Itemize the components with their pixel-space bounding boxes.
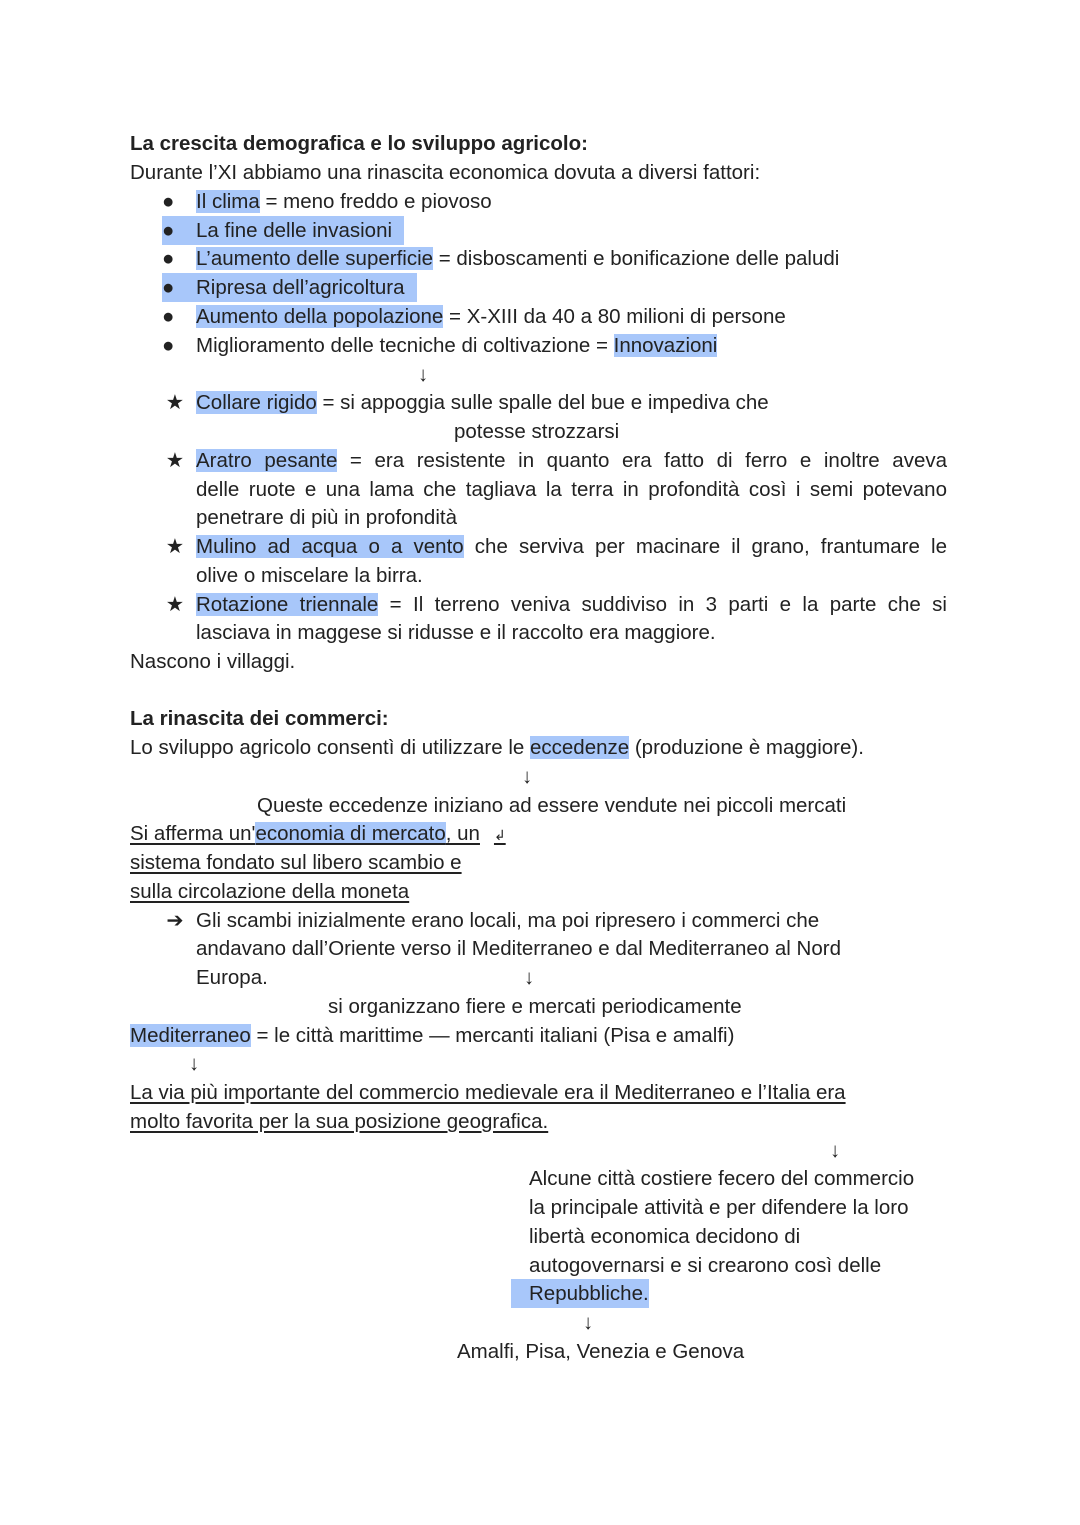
star-icon: ★	[165, 391, 185, 414]
down-arrow-icon: ↓	[830, 1139, 841, 1162]
paragraph: Repubbliche.	[511, 1279, 649, 1308]
down-arrow-icon: ↓	[418, 363, 429, 386]
star-icon: ★	[165, 593, 185, 616]
bullet-icon: ●	[162, 190, 175, 213]
section-title: La crescita demografica e lo sviluppo agricolo:	[130, 132, 588, 155]
paragraph: sulla circolazione della moneta	[130, 880, 410, 903]
list-item-continuation: penetrare di più in profondità	[196, 506, 457, 529]
list-item-continuation: lasciava in maggese si ridusse e il raccolto era maggiore.	[196, 621, 716, 644]
paragraph: Mediterraneo = le città marittime — mercanti italiani (Pisa e amalfi)	[130, 1024, 735, 1047]
down-arrow-icon: ↓	[583, 1311, 594, 1334]
list-item: ● Miglioramento delle tecniche di coltivazione = Innovazioni	[162, 331, 717, 360]
list-item: Collare rigido = si appoggia sulle spalle del bue e impediva che	[196, 391, 769, 414]
list-item-continuation: delle ruote e una lama che tagliava la terra in profondità così i semi potevano	[196, 478, 947, 501]
paragraph: autogovernarsi e si crearono così delle	[529, 1254, 882, 1277]
bullet-icon: ●	[162, 247, 175, 270]
list-item: ● Aumento della popolazione = X-XIII da 40 a 80 milioni di persone	[162, 302, 786, 331]
paragraph: La via più importante del commercio medievale era il Mediterraneo e l’Italia era	[130, 1081, 846, 1104]
arrow-bullet-icon: ➔	[166, 909, 184, 932]
list-item-continuation: olive o miscelare la birra.	[196, 564, 423, 587]
star-icon: ★	[165, 535, 185, 558]
section-title: La rinascita dei commerci:	[130, 707, 389, 730]
list-item: ● L’aumento delle superficie = disboscamenti e bonificazione delle paludi	[162, 244, 839, 273]
paragraph: si organizzano fiere e mercati periodicamente	[328, 995, 742, 1018]
star-icon: ★	[165, 449, 185, 472]
list-item: ● Il clima = meno freddo e piovoso	[162, 187, 492, 216]
list-item: Rotazione triennale = Il terreno veniva suddiviso in 3 parti e la parte che si	[196, 593, 947, 616]
paragraph: Nascono i villaggi.	[130, 650, 296, 673]
down-arrow-icon: ↓	[189, 1052, 200, 1075]
paragraph: Lo sviluppo agricolo consentì di utilizzare le eccedenze (produzione è maggiore).	[130, 736, 864, 759]
list-item-continuation: potesse strozzarsi	[454, 420, 620, 443]
paragraph: Queste eccedenze iniziano ad essere vendute nei piccoli mercati	[257, 794, 847, 817]
bullet-icon: ●	[162, 305, 175, 328]
list-item: ● Ripresa dell’agricoltura	[162, 273, 417, 302]
paragraph: sistema fondato sul libero scambio e	[130, 851, 462, 874]
list-item: ● La fine delle invasioni	[162, 216, 404, 245]
bullet-icon: ●	[162, 219, 175, 242]
line-break-icon: ↲	[493, 827, 506, 843]
bullet-icon: ●	[162, 334, 175, 357]
paragraph: libertà economica decidono di	[529, 1225, 801, 1248]
down-arrow-icon: ↓	[524, 966, 535, 989]
bullet-icon: ●	[162, 276, 175, 299]
list-item: Gli scambi inizialmente erano locali, ma poi ripresero i commerci che	[196, 909, 820, 932]
list-item: Mulino ad acqua o a vento che serviva per macinare il grano, frantumare le	[196, 535, 947, 558]
paragraph: la principale attività e per difendere la loro	[529, 1196, 909, 1219]
list-item-continuation: andavano dall’Oriente verso il Mediterraneo e dal Mediterraneo al Nord	[196, 937, 841, 960]
paragraph: molto favorita per la sua posizione geografica.	[130, 1110, 549, 1133]
list-item-continuation: Europa.	[196, 966, 268, 989]
list-item: Aratro pesante = era resistente in quanto era fatto di ferro e inoltre aveva	[196, 449, 947, 472]
paragraph: Durante l’XI abbiamo una rinascita economica dovuta a diversi fattori:	[130, 161, 761, 184]
down-arrow-icon: ↓	[522, 765, 533, 788]
paragraph: Amalfi, Pisa, Venezia e Genova	[457, 1340, 745, 1363]
paragraph: Alcune città costiere fecero del commercio	[529, 1167, 915, 1190]
paragraph: Si afferma un'economia di mercato, un ↲	[130, 822, 506, 845]
